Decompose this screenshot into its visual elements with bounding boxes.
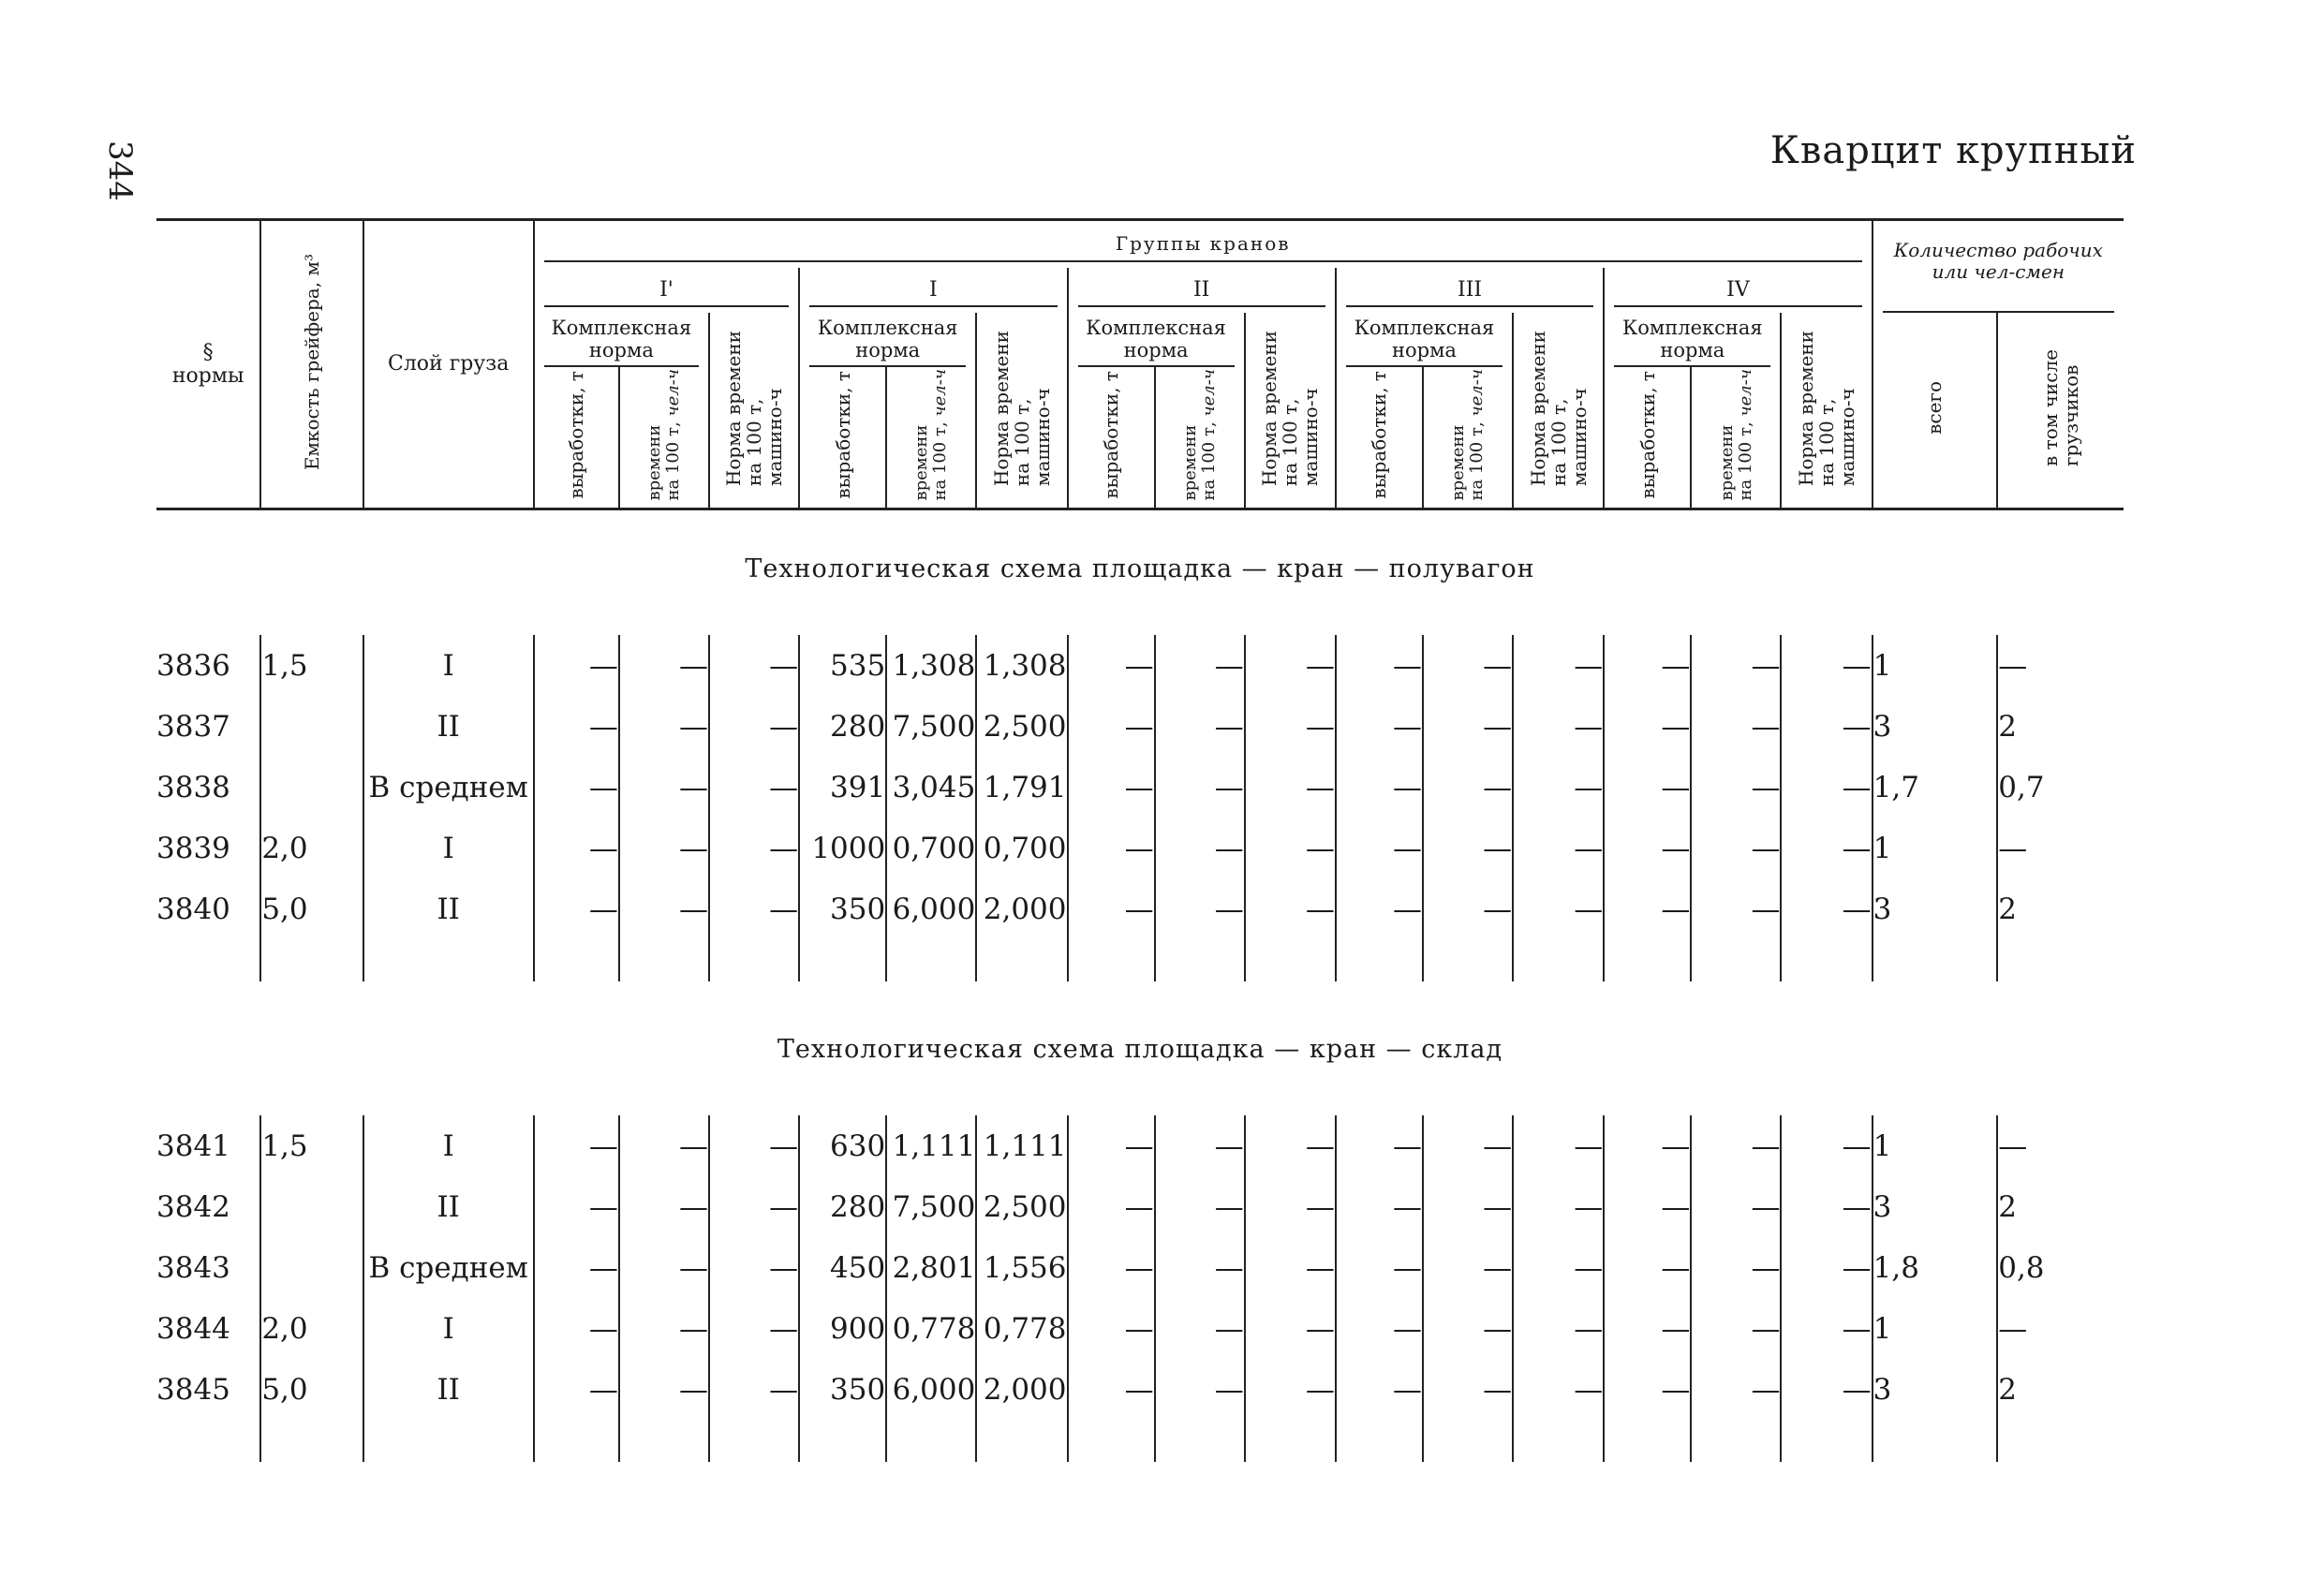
table-row [156,1176,2124,1237]
group-value-cell: — [1245,635,1336,696]
group-value-cell: 535 [799,635,886,696]
spacer-cell [1513,1420,1604,1462]
spacer-cell [886,1420,976,1462]
page-title: Кварцит крупный [1769,129,2137,172]
group-value-cell: — [1513,878,1604,939]
group-value-cell: 280 [799,1176,886,1237]
cargo-layer-cell: I [363,1115,534,1176]
loaders-cell: 0,7 [1997,757,2124,818]
spacer-cell [156,939,260,981]
table-row [156,635,2124,696]
complex-norm-header: Комплексная норма [799,313,976,367]
group-value-cell: — [1781,696,1872,757]
time-header: времени на 100 т, чел-ч [886,367,976,508]
spacer-cell [799,939,886,981]
group-value-cell: — [534,878,619,939]
grab-capacity-cell [260,1237,363,1298]
group-value-cell: — [619,1115,709,1176]
group-value-cell: — [1423,1237,1513,1298]
spacer-cell [1997,1420,2124,1462]
group-value-cell: 1,308 [976,635,1067,696]
group-value-cell: — [1068,1176,1155,1237]
group-value-cell: 3,045 [886,757,976,818]
group-label-i: I [799,268,1067,313]
group-value-cell: — [1155,1298,1245,1359]
norm-code-cell: 3841 [156,1128,230,1163]
spacer-cell [1336,1420,1423,1462]
time-header: времени на 100 т, чел-ч [1155,367,1245,508]
group-value-cell: — [1604,878,1691,939]
group-value-cell: — [1068,696,1155,757]
group-value-cell: — [619,818,709,878]
group-value-cell: — [1245,1359,1336,1420]
total-workers-cell: 1 [1873,1115,1998,1176]
cargo-layer-cell: В среднем [363,757,534,818]
group-value-cell: — [1604,757,1691,818]
group-value-cell: — [1423,757,1513,818]
group-value-cell: — [709,1359,799,1420]
group-value-cell: 630 [799,1115,886,1176]
group-value-cell: — [1691,1115,1781,1176]
group-value-cell: — [1336,1115,1423,1176]
group-value-cell: 1,111 [976,1115,1067,1176]
group-value-cell: 2,000 [976,1359,1067,1420]
spacer-cell [1873,939,1998,981]
section-title: Технологическая схема площадка — кран — полувагон [745,554,1535,584]
group-value-cell: — [1068,1115,1155,1176]
spacer-row [156,1420,2124,1462]
group-value-cell: — [619,1237,709,1298]
group-value-cell: — [619,878,709,939]
group-value-cell: — [1336,696,1423,757]
group-value-cell: — [1423,1359,1513,1420]
group-value-cell: — [1155,757,1245,818]
table-row [156,757,2124,818]
spacer-row [156,939,2124,981]
group-value-cell: — [1336,818,1423,878]
header-crane-groups: Группы кранов [534,220,1873,269]
group-value-cell: — [1423,1115,1513,1176]
group-value-cell: — [1423,635,1513,696]
group-value-cell: — [1155,1176,1245,1237]
group-value-cell: — [1513,1115,1604,1176]
spacer-cell [1604,939,1691,981]
norm-code-cell: 3840 [156,892,230,926]
group-value-cell: — [1068,757,1155,818]
group-value-cell: — [709,878,799,939]
group-value-cell: 7,500 [886,696,976,757]
group-value-cell: — [1604,635,1691,696]
total-workers-cell: 3 [1873,696,1998,757]
cargo-layer-cell: В среднем [363,1237,534,1298]
norm-code-cell: 3845 [156,1372,230,1407]
group-value-cell: — [1155,1237,1245,1298]
table-header [156,220,2124,509]
table-row [156,1359,2124,1420]
total-workers-cell: 3 [1873,1176,1998,1237]
spacer-cell [1336,939,1423,981]
header-cargo-layer: Слой груза [363,220,534,509]
total-workers-cell: 3 [1873,878,1998,939]
group-value-cell: — [1245,757,1336,818]
spacer-cell [1155,1420,1245,1462]
group-value-cell: — [534,635,619,696]
header-workers-count: Количество рабочих или чел-смен [1873,220,2124,314]
group-value-cell: 2,500 [976,1176,1067,1237]
group-label-iii: III [1336,268,1604,313]
group-value-cell: — [1513,696,1604,757]
group-value-cell: 1,111 [886,1115,976,1176]
group-value-cell: — [534,757,619,818]
spacer-cell [1245,939,1336,981]
spacer-cell [1245,1420,1336,1462]
complex-norm-header: Комплексная норма [1068,313,1245,367]
spacer-cell [1781,939,1872,981]
loaders-cell: 2 [1997,878,2124,939]
norm-code-cell: 3843 [156,1250,230,1285]
group-value-cell: — [1068,1298,1155,1359]
group-value-cell: — [1068,635,1155,696]
group-value-cell: — [1245,1237,1336,1298]
header-norm-no: § нормы [156,220,260,509]
grab-capacity-cell: 5,0 [260,878,363,939]
group-value-cell: — [1155,878,1245,939]
group-value-cell: — [1513,1176,1604,1237]
spacer-cell [363,939,534,981]
group-value-cell: — [619,696,709,757]
group-value-cell: — [1245,1115,1336,1176]
group-value-cell: 0,778 [886,1298,976,1359]
table-row [156,696,2124,757]
spacer-cell [799,1420,886,1462]
grab-capacity-cell: 2,0 [260,818,363,878]
group-value-cell: — [1691,818,1781,878]
group-value-cell: 2,801 [886,1237,976,1298]
norm-code-cell: 3836 [156,648,230,683]
group-value-cell: — [619,757,709,818]
group-value-cell: 7,500 [886,1176,976,1237]
spacer-cell [534,939,619,981]
group-value-cell: — [534,1359,619,1420]
total-workers-cell: 1,7 [1873,757,1998,818]
group-value-cell: 6,000 [886,878,976,939]
output-header: выработки, т [1336,367,1423,508]
section-heading-row [156,509,2124,636]
group-value-cell: 2,000 [976,878,1067,939]
group-value-cell: 391 [799,757,886,818]
loaders-cell: 0,8 [1997,1237,2124,1298]
group-value-cell: — [709,1237,799,1298]
spacer-cell [534,1420,619,1462]
group-value-cell: 900 [799,1298,886,1359]
spacer-cell [1423,1420,1513,1462]
page-number: 344 [101,140,139,201]
group-value-cell: 6,000 [886,1359,976,1420]
spacer-cell [363,1420,534,1462]
norm-code-cell: 3839 [156,831,230,865]
group-value-cell: — [1336,1298,1423,1359]
group-value-cell: — [534,1237,619,1298]
table-row [156,818,2124,878]
group-value-cell: — [709,818,799,878]
group-value-cell: — [1604,818,1691,878]
group-value-cell: 1000 [799,818,886,878]
spacer-cell [976,1420,1067,1462]
norm-code-cell: 3838 [156,770,230,804]
group-value-cell: — [1513,757,1604,818]
grab-capacity-cell: 1,5 [260,1115,363,1176]
group-value-cell: — [1155,696,1245,757]
total-workers-cell: 1 [1873,818,1998,878]
total-workers-cell: 1,8 [1873,1237,1998,1298]
machine-time-header: Норма времени на 100 т, машино-ч [1245,313,1336,508]
group-value-cell: 0,700 [886,818,976,878]
cargo-layer-cell: II [363,1176,534,1237]
group-value-cell: — [534,1298,619,1359]
group-value-cell: — [1068,1237,1155,1298]
group-value-cell: — [1604,1359,1691,1420]
cargo-layer-cell: II [363,878,534,939]
group-label-iv: IV [1604,268,1872,313]
time-header: времени на 100 т, чел-ч [619,367,709,508]
group-value-cell: — [1245,1298,1336,1359]
group-value-cell: 1,556 [976,1237,1067,1298]
table-row [156,878,2124,939]
group-value-cell: — [709,1115,799,1176]
complex-norm-header: Комплексная норма [1604,313,1781,367]
spacer-cell [1513,939,1604,981]
spacer-cell [619,1420,709,1462]
group-value-cell: — [709,635,799,696]
group-value-cell: — [709,1176,799,1237]
group-value-cell: — [1513,1359,1604,1420]
spacer-cell [1604,1420,1691,1462]
group-value-cell: — [1245,696,1336,757]
grab-capacity-cell: 5,0 [260,1359,363,1420]
output-header: выработки, т [534,367,619,508]
cargo-layer-cell: I [363,635,534,696]
group-value-cell: — [1245,818,1336,878]
spacer-cell [1781,1420,1872,1462]
group-value-cell: — [534,696,619,757]
group-value-cell: — [534,1176,619,1237]
group-value-cell: — [619,1359,709,1420]
group-value-cell: — [1068,818,1155,878]
group-value-cell: 280 [799,696,886,757]
grab-capacity-cell: 1,5 [260,635,363,696]
group-value-cell: 1,791 [976,757,1067,818]
norm-code-cell: 3844 [156,1311,230,1346]
group-value-cell: — [1513,818,1604,878]
group-value-cell: 1,308 [886,635,976,696]
group-value-cell: 0,778 [976,1298,1067,1359]
spacer-cell [619,939,709,981]
group-value-cell: — [709,757,799,818]
norm-code-cell: 3837 [156,709,230,744]
cargo-layer-cell: II [363,1359,534,1420]
loaders-cell: — [1997,1298,2124,1359]
group-value-cell: — [1781,1115,1872,1176]
cargo-layer-cell: I [363,1298,534,1359]
group-value-cell: — [1604,1176,1691,1237]
spacer-cell [709,1420,799,1462]
machine-time-header: Норма времени на 100 т, машино-ч [1781,313,1872,508]
group-value-cell: — [1781,1237,1872,1298]
group-value-cell: — [1691,1298,1781,1359]
group-value-cell: — [1336,1176,1423,1237]
cargo-layer-cell: II [363,696,534,757]
group-value-cell: — [1336,878,1423,939]
table-row [156,1237,2124,1298]
group-value-cell: 450 [799,1237,886,1298]
loaders-cell: — [1997,1115,2124,1176]
loaders-cell: — [1997,818,2124,878]
group-value-cell: — [1781,1359,1872,1420]
spacer-cell [886,939,976,981]
table-body [156,509,2124,1463]
group-value-cell: — [1423,878,1513,939]
group-value-cell: — [534,1115,619,1176]
group-value-cell: — [1423,818,1513,878]
norms-table [156,218,2124,1462]
spacer-cell [260,939,363,981]
grab-capacity-cell [260,696,363,757]
group-label-ii: II [1068,268,1336,313]
group-value-cell: — [1691,696,1781,757]
total-workers-cell: 1 [1873,1298,1998,1359]
header-incl-loaders: в том числе грузчиков [1997,313,2124,508]
group-value-cell: — [1155,818,1245,878]
group-value-cell: — [1336,1237,1423,1298]
group-value-cell: — [1781,635,1872,696]
group-value-cell: — [1155,635,1245,696]
spacer-cell [1068,939,1155,981]
section-title: Технологическая схема площадка — кран — склад [777,1035,1503,1065]
group-value-cell: — [619,635,709,696]
machine-time-header: Норма времени на 100 т, машино-ч [1513,313,1604,508]
group-value-cell: 350 [799,1359,886,1420]
group-value-cell: — [1604,1237,1691,1298]
group-value-cell: — [619,1298,709,1359]
group-value-cell: — [1691,635,1781,696]
grab-capacity-cell: 2,0 [260,1298,363,1359]
group-value-cell: — [1336,635,1423,696]
spacer-cell [1155,939,1245,981]
loaders-cell: 2 [1997,696,2124,757]
group-value-cell: — [1604,1115,1691,1176]
group-value-cell: — [1245,1176,1336,1237]
group-value-cell: 0,700 [976,818,1067,878]
group-value-cell: — [1068,1359,1155,1420]
spacer-cell [976,939,1067,981]
time-header: времени на 100 т, чел-ч [1691,367,1781,508]
grab-capacity-cell [260,757,363,818]
group-value-cell: — [709,696,799,757]
group-value-cell: — [1423,1176,1513,1237]
group-value-cell: — [1691,1237,1781,1298]
loaders-cell: 2 [1997,1359,2124,1420]
group-value-cell: — [1781,1176,1872,1237]
output-header: выработки, т [1604,367,1691,508]
spacer-cell [1423,939,1513,981]
header-grab-capacity: Емкость грейфера, м³ [260,220,363,509]
group-value-cell: — [1068,878,1155,939]
group-value-cell: — [1336,1359,1423,1420]
group-value-cell: — [1691,878,1781,939]
spacer-cell [1873,1420,1998,1462]
complex-norm-header: Комплексная норма [1336,313,1513,367]
group-value-cell: — [1245,878,1336,939]
group-value-cell: — [1513,1237,1604,1298]
group-value-cell: — [1336,757,1423,818]
table-row [156,1298,2124,1359]
output-header: выработки, т [1068,367,1155,508]
group-value-cell: — [1604,696,1691,757]
spacer-cell [1997,939,2124,981]
loaders-cell: 2 [1997,1176,2124,1237]
group-value-cell: — [619,1176,709,1237]
loaders-cell: — [1997,635,2124,696]
group-value-cell: — [1513,635,1604,696]
complex-norm-header: Комплексная норма [534,313,709,367]
spacer-cell [709,939,799,981]
group-value-cell: — [1423,1298,1513,1359]
table-row [156,1115,2124,1176]
group-value-cell: — [534,818,619,878]
cargo-layer-cell: I [363,818,534,878]
group-label-i-prime: I' [534,268,799,313]
group-value-cell: — [1604,1298,1691,1359]
group-value-cell: — [709,1298,799,1359]
machine-time-header: Норма времени на 100 т, машино-ч [976,313,1067,508]
group-value-cell: — [1155,1359,1245,1420]
group-value-cell: 2,500 [976,696,1067,757]
total-workers-cell: 1 [1873,635,1998,696]
group-value-cell: — [1691,757,1781,818]
total-workers-cell: 3 [1873,1359,1998,1420]
group-value-cell: — [1781,757,1872,818]
group-value-cell: — [1155,1115,1245,1176]
group-value-cell: — [1513,1298,1604,1359]
spacer-cell [1691,1420,1781,1462]
spacer-cell [156,1420,260,1462]
group-value-cell: — [1423,696,1513,757]
section-heading-row [156,981,2124,1115]
spacer-cell [1691,939,1781,981]
spacer-cell [1068,1420,1155,1462]
group-value-cell: — [1781,1298,1872,1359]
group-value-cell: — [1781,818,1872,878]
output-header: выработки, т [799,367,886,508]
machine-time-header: Норма времени на 100 т, машино-ч [709,313,799,508]
group-value-cell: — [1781,878,1872,939]
group-value-cell: 350 [799,878,886,939]
grab-capacity-cell [260,1176,363,1237]
group-value-cell: — [1691,1176,1781,1237]
spacer-cell [260,1420,363,1462]
norm-code-cell: 3842 [156,1189,230,1224]
time-header: времени на 100 т, чел-ч [1423,367,1513,508]
group-value-cell: — [1691,1359,1781,1420]
header-total: всего [1873,313,1998,508]
